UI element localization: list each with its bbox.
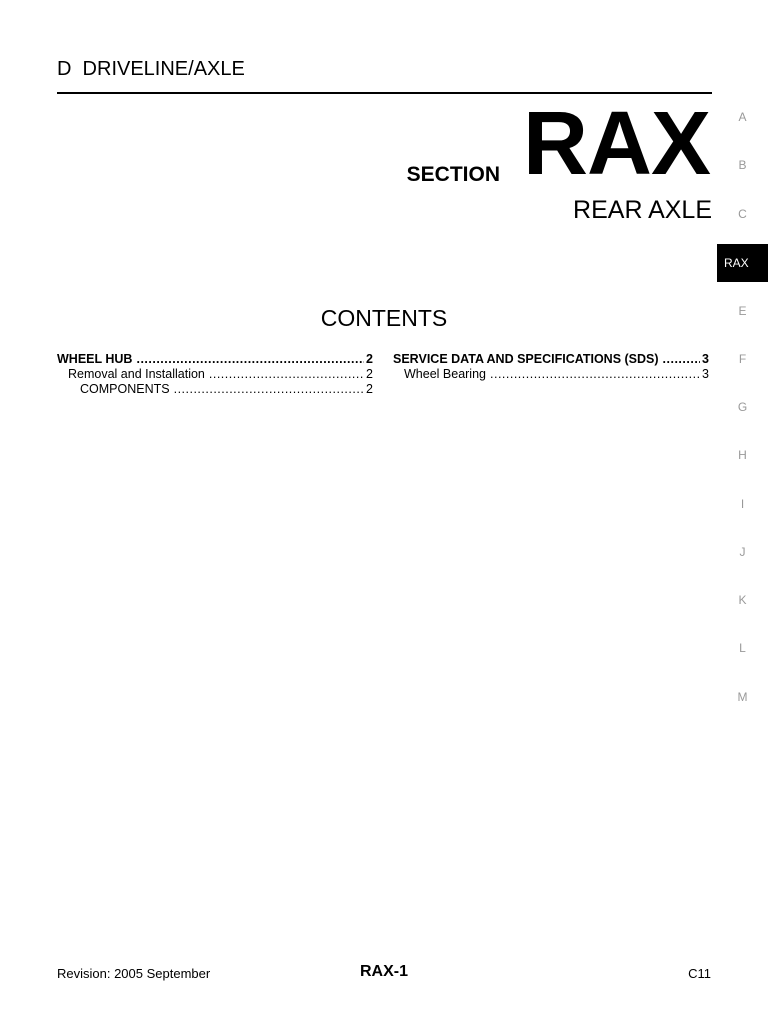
side-tab-g[interactable]: G [737, 400, 748, 414]
side-tab-l[interactable]: L [739, 641, 746, 655]
side-tab-f[interactable]: F [738, 352, 747, 366]
toc-right-column [393, 352, 709, 382]
section-group-title: D DRIVELINE/AXLE [57, 58, 245, 80]
footer-page-number: RAX-1 [359, 963, 408, 980]
toc-entry-page: 2 [366, 367, 373, 381]
toc-dot-leader [209, 367, 364, 382]
side-tab-a[interactable]: A [738, 110, 747, 124]
contents-title: CONTENTS [320, 305, 448, 331]
toc-entry-label: WHEEL HUB [57, 352, 133, 366]
side-tab-i[interactable]: I [740, 497, 745, 511]
side-tab-c[interactable]: C [738, 207, 747, 221]
toc-entry[interactable] [57, 367, 373, 382]
toc-dot-leader [174, 382, 364, 397]
toc-entry[interactable] [57, 382, 373, 397]
toc-entry-label: Wheel Bearing [404, 367, 486, 381]
side-tab-b[interactable]: B [738, 158, 747, 172]
toc-entry-page: 2 [366, 352, 373, 366]
toc-entry[interactable] [393, 352, 709, 367]
footer-model: C11 [688, 966, 711, 981]
section-name: REAR AXLE [573, 196, 712, 224]
footer-revision: Revision: 2005 September [57, 966, 211, 981]
side-tab-rax[interactable]: RAX [717, 244, 768, 282]
side-tab-h[interactable]: H [738, 448, 747, 462]
toc-dot-leader [663, 352, 701, 367]
section-label: SECTION [406, 163, 500, 186]
toc-left-column [57, 352, 373, 397]
toc-entry-label: COMPONENTS [80, 382, 170, 396]
toc-entry-label: Removal and Installation [68, 367, 205, 381]
toc-dot-leader [136, 352, 364, 367]
toc-entry-page: 3 [702, 367, 709, 381]
toc-entry[interactable] [393, 367, 709, 382]
section-code: RAX [522, 94, 710, 194]
toc-entry-label: SERVICE DATA AND SPECIFICATIONS (SDS) [393, 352, 659, 366]
side-tab-e[interactable]: E [738, 304, 747, 318]
toc-entry[interactable] [57, 352, 373, 367]
toc-entry-page: 3 [702, 352, 709, 366]
toc-entry-page: 2 [366, 382, 373, 396]
side-tab-j[interactable]: J [739, 545, 746, 559]
toc-dot-leader [490, 367, 700, 382]
side-tab-k[interactable]: K [738, 593, 747, 607]
side-tab-m[interactable]: M [737, 690, 748, 704]
